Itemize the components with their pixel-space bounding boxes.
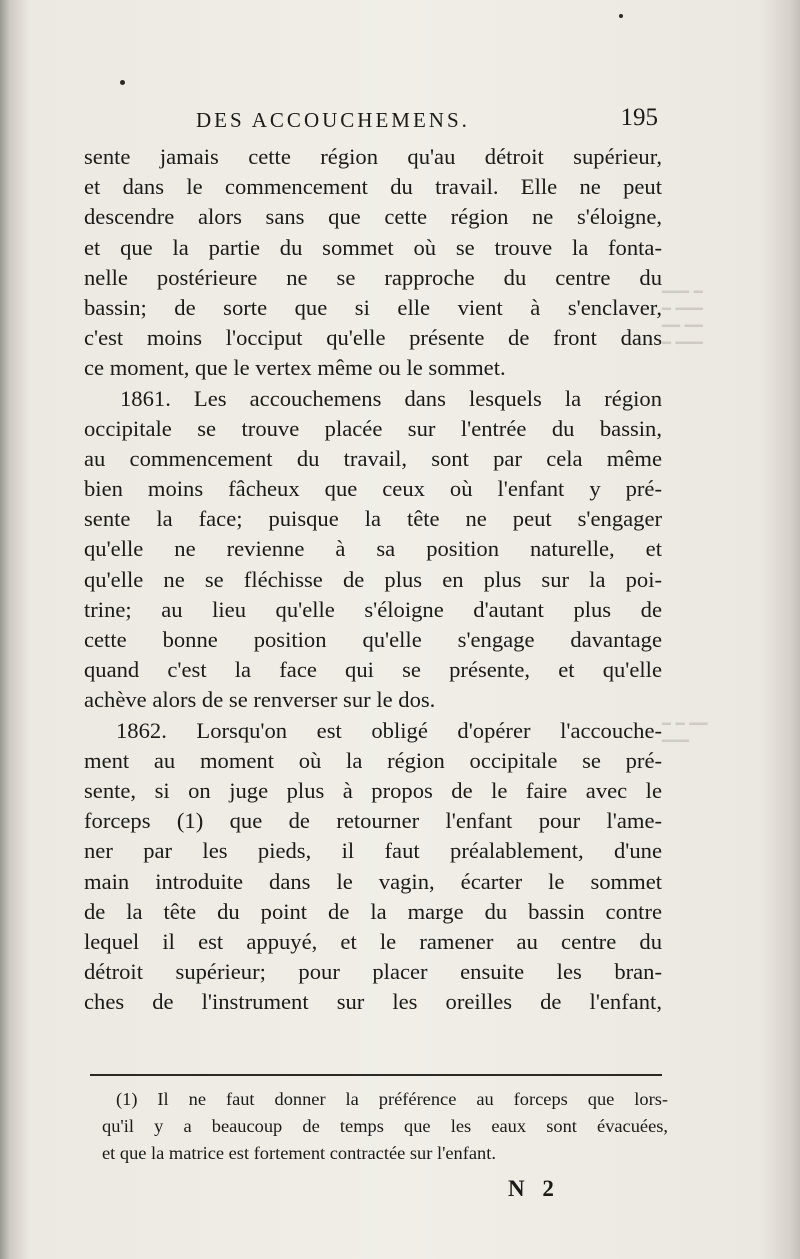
ink-spot [619,14,623,18]
page-header [196,104,658,138]
bleed-through-text: ━ ━━━ ━━━ ━ ━━ ━━ ━━━ ━ [662,283,703,352]
ink-spot [120,80,125,85]
text-line: bassin; de sorte que si elle vient à s'enclaver, [84,294,662,320]
text-line: main introduite dans le vagin, écarter le sommet [84,868,662,894]
bleed-through-text: ━━ ━ ━ ━━━ [662,715,708,750]
text-line: ment au moment où la région occipitale se pré- [84,747,662,773]
text-line: détroit supérieur; pour placer ensuite les bran- [84,959,662,985]
text-line: nelle postérieure ne se rapproche du centre du [84,264,662,290]
text-line: lequel il est appuyé, et le ramener au centre du [84,928,662,954]
text-line: qu'elle ne revienne à sa position naturelle, et [84,536,662,562]
text-line: ce moment, que le vertex même ou le sommet. [84,355,506,381]
text-line: bien moins fâcheux que ceux où l'enfant y pré- [84,476,662,502]
text-line: 1862. Lorsqu'on est obligé d'opérer l'accouche- [116,717,662,743]
text-line: forceps (1) que de retourner l'enfant pour l'ame- [84,808,662,834]
footnote-line: et que la matrice est fortement contractée sur l'enfant. [102,1143,496,1163]
footnote-rule [90,1074,662,1076]
signature-mark: N 2 [508,1176,560,1201]
text-line: c'est moins l'occiput qu'elle présente de front dans [84,325,662,351]
text-line: et que la partie du sommet où se trouve la fonta- [84,234,662,260]
text-line: de la tête du point de la marge du bassin contre [84,898,662,924]
text-line: achève alors de se renverser sur le dos. [84,687,436,713]
text-line: ner par les pieds, il faut préalablement, d'une [84,838,662,864]
text-line: et dans le commencement du travail. Elle ne peut [84,174,662,200]
text-line: sente jamais cette région qu'au détroit supérieur, [84,144,662,169]
footnote-line: qu'il y a beaucoup de temps que les eaux sont évacuées, [102,1116,668,1136]
text-line: descendre alors sans que cette région ne s'éloigne, [84,204,662,230]
body-text [84,142,662,1017]
running-head: DES ACCOUCHEMENS. [196,108,470,132]
page-number: 195 [620,104,658,131]
text-line: quand c'est la face qui se présente, et qu'elle [84,657,662,683]
text-line: cette bonne position qu'elle s'engage davantage [84,627,662,652]
text-line: ches de l'instrument sur les oreilles de l'enfant, [84,989,662,1015]
text-line: sente, si on juge plus à propos de le faire avec le [84,777,662,803]
text-line: trine; au lieu qu'elle s'éloigne d'autant plus de [84,596,662,622]
text-line: au commencement du travail, sont par cela même [84,445,662,471]
text-line: sente la face; puisque la tête ne peut s'engager [84,506,662,532]
footnote-line: (1) Il ne faut donner la préférence au forceps que lors- [116,1089,668,1109]
text-line: qu'elle ne se fléchisse de plus en plus sur la poi- [84,566,662,592]
text-line: occipitale se trouve placée sur l'entrée du bassin, [84,415,662,441]
text-line: 1861. Les accouchemens dans lesquels la région [120,385,662,411]
footnote [102,1086,668,1167]
